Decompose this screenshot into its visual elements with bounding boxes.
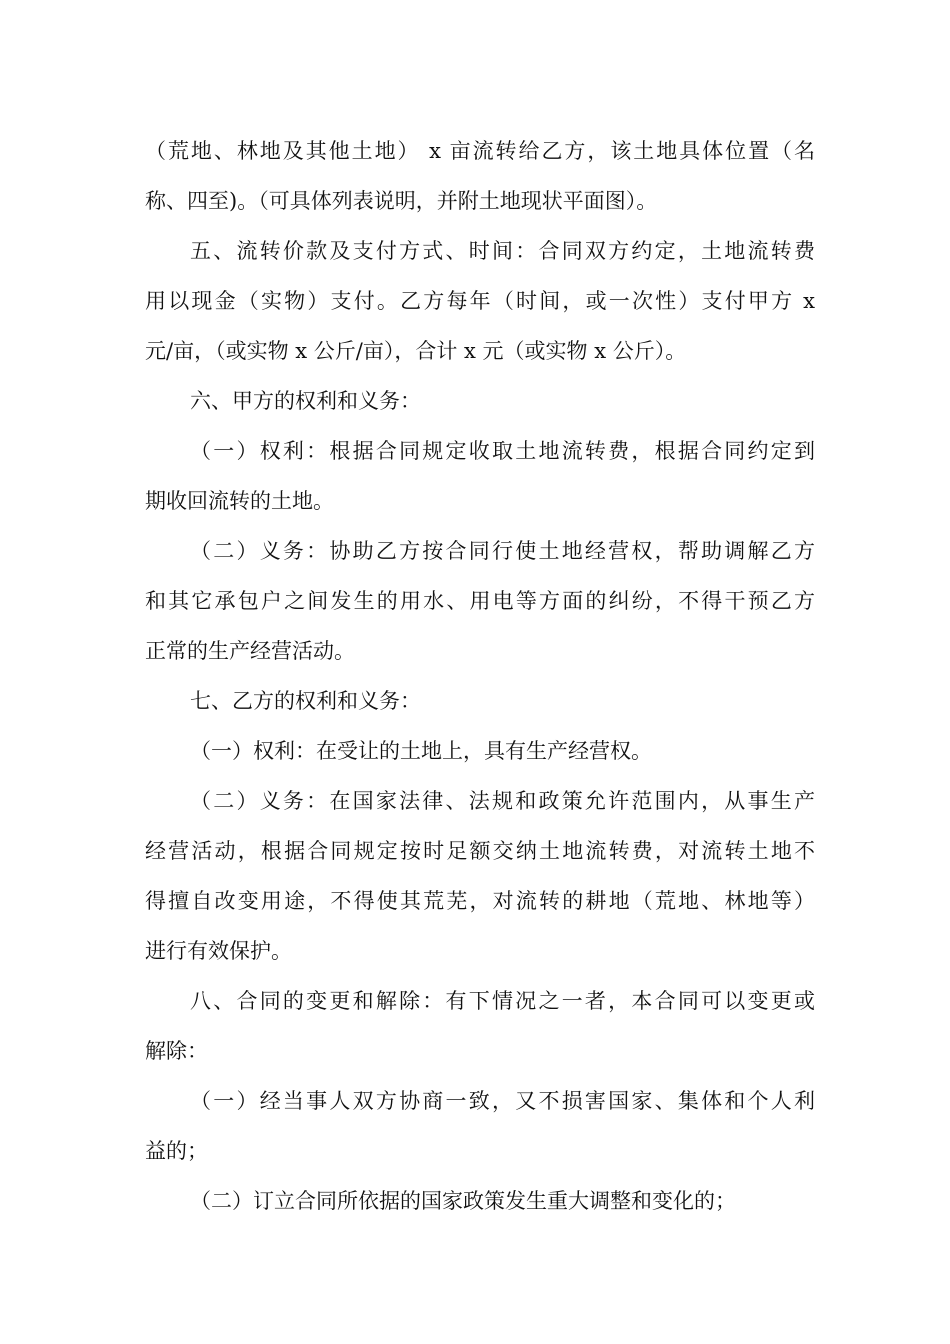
- text-line: 解除：: [145, 1039, 208, 1063]
- text-line: （二）义务：在国家法律、法规和政策允许范围内，从事生产: [190, 789, 815, 813]
- text-line: （二）订立合同所依据的国家政策发生重大调整和变化的；: [190, 1189, 736, 1213]
- text-line: 五、流转价款及支付方式、时间：合同双方约定，土地流转费: [190, 239, 815, 263]
- text-line: （荒地、林地及其他土地） x 亩流转给乙方，该土地具体位置（名: [145, 139, 815, 163]
- text-line: 称、四至)。（可具体列表说明，并附土地现状平面图）。: [145, 189, 658, 213]
- text-line: 经营活动，根据合同规定按时足额交纳土地流转费，对流转土地不: [145, 839, 815, 863]
- text-line: 用以现金（实物）支付。乙方每年（时间，或一次性）支付甲方 x: [145, 289, 815, 313]
- text-line: （一）权利：在受让的土地上，具有生产经营权。: [190, 739, 652, 763]
- text-line: 益的；: [145, 1139, 208, 1163]
- text-line: 和其它承包户之间发生的用水、用电等方面的纠纷，不得干预乙方: [145, 589, 815, 613]
- text-line: 元/亩，（或实物 x 公斤/亩），合计 x 元（或实物 x 公斤）。: [145, 339, 687, 363]
- text-line: 得擅自改变用途，不得使其荒芜，对流转的耕地（荒地、林地等）: [145, 889, 815, 913]
- text-line: （二）义务：协助乙方按合同行使土地经营权，帮助调解乙方: [190, 539, 815, 563]
- section-heading: 七、乙方的权利和义务：: [190, 689, 421, 713]
- text-line: （一）经当事人双方协商一致，又不损害国家、集体和个人利: [190, 1089, 815, 1113]
- text-line: （一）权利：根据合同规定收取土地流转费，根据合同约定到: [190, 439, 815, 463]
- text-line: 正常的生产经营活动。: [145, 639, 355, 663]
- section-heading: 六、甲方的权利和义务：: [190, 389, 421, 413]
- text-line: 八、合同的变更和解除：有下情况之一者，本合同可以变更或: [190, 989, 815, 1013]
- text-line: 期收回流转的土地。: [145, 489, 334, 513]
- text-line: 进行有效保护。: [145, 939, 292, 963]
